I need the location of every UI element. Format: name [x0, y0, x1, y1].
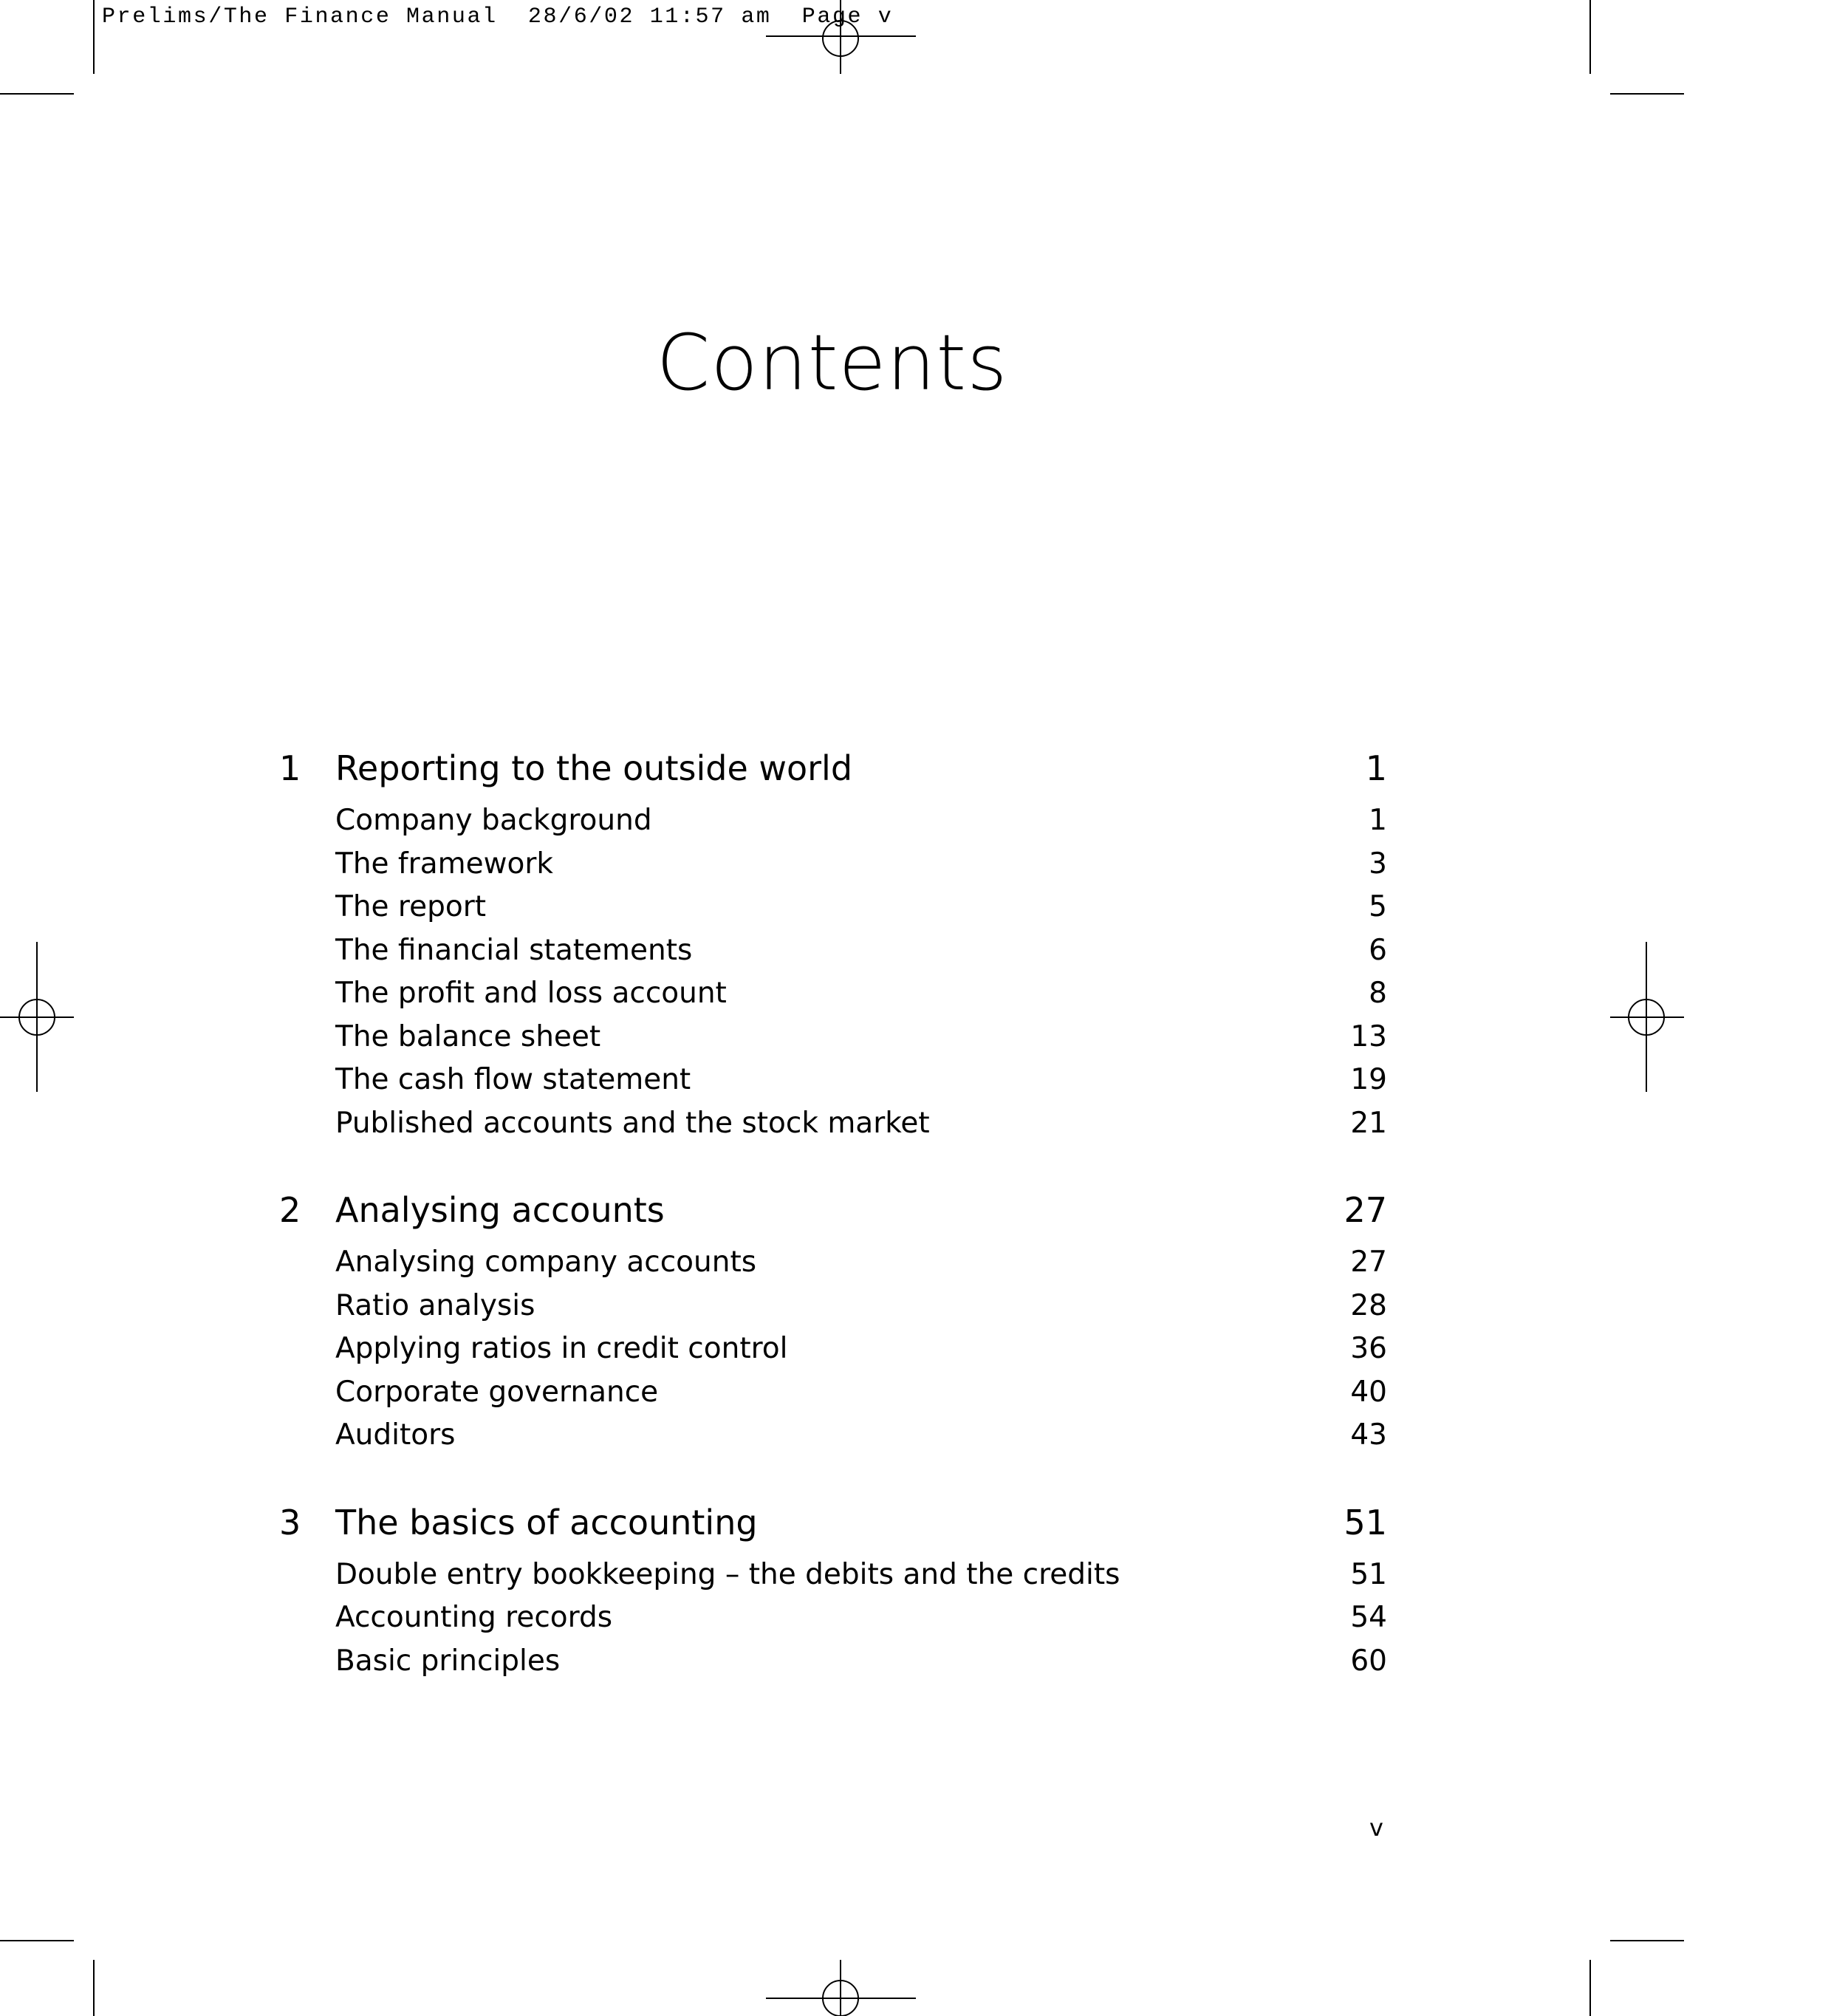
- toc-entry[interactable]: [279, 1246, 1387, 1289]
- entry-page-number: 54: [1350, 1601, 1387, 1634]
- toc-entry[interactable]: [279, 1644, 1387, 1688]
- toc-entry[interactable]: [279, 1289, 1387, 1333]
- entry-page-number: 60: [1350, 1644, 1387, 1678]
- toc-entry[interactable]: [279, 977, 1387, 1020]
- toc-entry[interactable]: [279, 1418, 1387, 1462]
- entry-title: Basic principles: [335, 1644, 561, 1678]
- entry-page-number: 3: [1369, 847, 1387, 881]
- entry-title: Analysing company accounts: [335, 1246, 757, 1279]
- chapter-title: Analysing accounts: [335, 1190, 665, 1230]
- entry-page-number: 19: [1350, 1063, 1387, 1096]
- entry-page-number: 43: [1350, 1418, 1387, 1452]
- entry-title: The cash flow statement: [335, 1063, 691, 1096]
- table-of-contents: [279, 748, 1387, 1727]
- entry-page-number: 51: [1350, 1557, 1387, 1591]
- entry-page-number: 40: [1350, 1375, 1387, 1409]
- entry-title: Corporate governance: [335, 1375, 659, 1409]
- toc-entry[interactable]: [279, 1332, 1387, 1376]
- entry-page-number: 5: [1369, 890, 1387, 923]
- chapter-page-number: 1: [1365, 748, 1387, 788]
- toc-entry[interactable]: [279, 804, 1387, 847]
- chapter-heading[interactable]: [279, 748, 1387, 804]
- chapter-number: 3: [279, 1502, 301, 1542]
- chapter-heading[interactable]: [279, 1502, 1387, 1558]
- chapter-3: [279, 1502, 1387, 1688]
- entry-page-number: 8: [1369, 977, 1387, 1010]
- entry-title: The report: [335, 890, 487, 923]
- chapter-number: 1: [279, 748, 301, 788]
- entry-title: Company background: [335, 804, 652, 837]
- entry-page-number: 27: [1350, 1246, 1387, 1279]
- entry-title: The balance sheet: [335, 1019, 601, 1053]
- toc-entry[interactable]: [279, 1601, 1387, 1644]
- toc-entry[interactable]: [279, 1107, 1387, 1150]
- chapter-page-number: 51: [1344, 1502, 1387, 1542]
- entry-title: Double entry bookkeeping – the debits and the credits: [335, 1557, 1120, 1591]
- entry-title: The profit and loss account: [335, 977, 727, 1010]
- chapter-2: [279, 1189, 1387, 1462]
- toc-entry[interactable]: [279, 847, 1387, 891]
- toc-entry[interactable]: [279, 1020, 1387, 1064]
- chapter-title: The basics of accounting: [335, 1502, 758, 1542]
- toc-entry[interactable]: [279, 890, 1387, 934]
- entry-page-number: 1: [1369, 804, 1387, 837]
- chapter-page-number: 27: [1344, 1190, 1387, 1230]
- print-slug-line: Prelims/The Finance Manual 28/6/02 11:57 am Page v: [102, 4, 894, 30]
- toc-entry[interactable]: [279, 1558, 1387, 1602]
- toc-entry[interactable]: [279, 1376, 1387, 1419]
- entry-page-number: 28: [1350, 1288, 1387, 1322]
- entry-title: The framework: [335, 847, 553, 881]
- chapter-title: Reporting to the outside world: [335, 748, 853, 788]
- chapter-heading[interactable]: [279, 1189, 1387, 1246]
- page-folio: v: [1369, 1814, 1383, 1842]
- toc-entry[interactable]: [279, 934, 1387, 977]
- page-title: Contents: [656, 318, 1008, 408]
- entry-title: The financial statements: [335, 933, 693, 967]
- chapter-1: [279, 748, 1387, 1149]
- entry-title: Applying ratios in credit control: [335, 1332, 788, 1365]
- entry-title: Published accounts and the stock market: [335, 1106, 930, 1140]
- entry-page-number: 6: [1369, 933, 1387, 967]
- entry-page-number: 36: [1350, 1332, 1387, 1365]
- entry-page-number: 21: [1350, 1106, 1387, 1140]
- entry-title: Accounting records: [335, 1601, 613, 1634]
- entry-title: Ratio analysis: [335, 1288, 535, 1322]
- chapter-number: 2: [279, 1190, 301, 1230]
- entry-title: Auditors: [335, 1418, 456, 1452]
- entry-page-number: 13: [1350, 1019, 1387, 1053]
- toc-entry[interactable]: [279, 1063, 1387, 1107]
